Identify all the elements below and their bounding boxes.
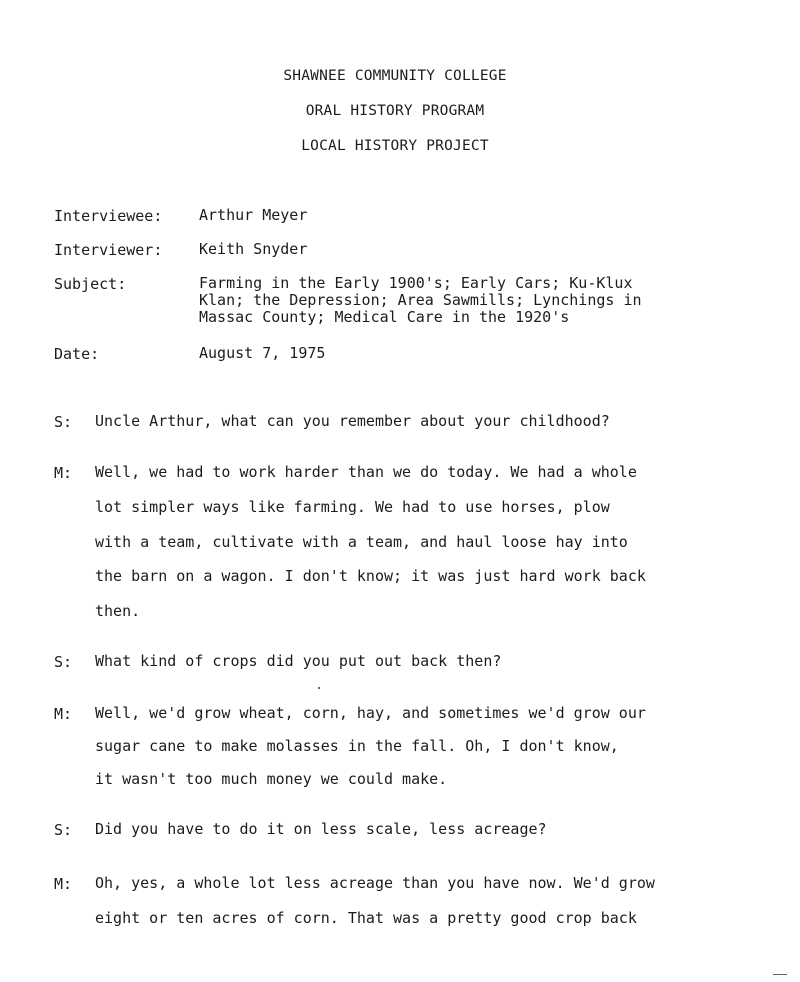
program-heading: ORAL HISTORY PROGRAM: [305, 103, 485, 119]
date-label: Date:: [54, 345, 100, 363]
college-heading: SHAWNEE COMMUNITY COLLEGE: [283, 68, 507, 84]
speaker-label: M:: [54, 705, 73, 723]
interviewee-label: Interviewee:: [54, 207, 163, 225]
interviewer-label: Interviewer:: [54, 241, 163, 259]
subject-value-line-1: Farming in the Early 1900's; Early Cars; Ku-Klux: [199, 274, 633, 292]
transcript-paragraph: Uncle Arthur, what can you remember about your childhood?: [95, 412, 610, 430]
subject-value-line-2: Klan; the Depression; Area Sawmills; Lynchings in: [199, 291, 642, 309]
speaker-label: S:: [54, 413, 73, 431]
transcript-paragraph: Did you have to do it on less scale, less acreage?: [95, 820, 547, 838]
speaker-label: S:: [54, 653, 73, 671]
scan-speck: [318, 687, 320, 689]
transcript-paragraph: What kind of crops did you put out back then?: [95, 652, 502, 670]
interviewee-value: Arthur Meyer: [199, 206, 308, 224]
scan-edge-mark: [773, 974, 787, 975]
transcript-paragraph: Oh, yes, a whole lot less acreage than you have now. We'd grow eight or ten acres of corn. That was a pretty good crop back: [95, 874, 655, 927]
transcript-paragraph: Well, we'd grow wheat, corn, hay, and sometimes we'd grow our sugar cane to make molasses in the fall. Oh, I don't know, it wasn't too much money we could make.: [95, 704, 646, 788]
speaker-label: S:: [54, 821, 73, 839]
subject-label: Subject:: [54, 275, 127, 293]
transcript-paragraph: Well, we had to work harder than we do today. We had a whole lot simpler ways like farming. We had to use horses, plow with a team, cultivate with a team, and haul loose hay into the barn on a wagon. I don't know; it was just hard work back then.: [95, 463, 646, 621]
project-heading: LOCAL HISTORY PROJECT: [301, 138, 489, 154]
speaker-label: M:: [54, 464, 73, 482]
interviewer-value: Keith Snyder: [199, 240, 308, 258]
date-value: August 7, 1975: [199, 344, 326, 362]
speaker-label: M:: [54, 875, 73, 893]
subject-value-line-3: Massac County; Medical Care in the 1920's: [199, 308, 570, 326]
